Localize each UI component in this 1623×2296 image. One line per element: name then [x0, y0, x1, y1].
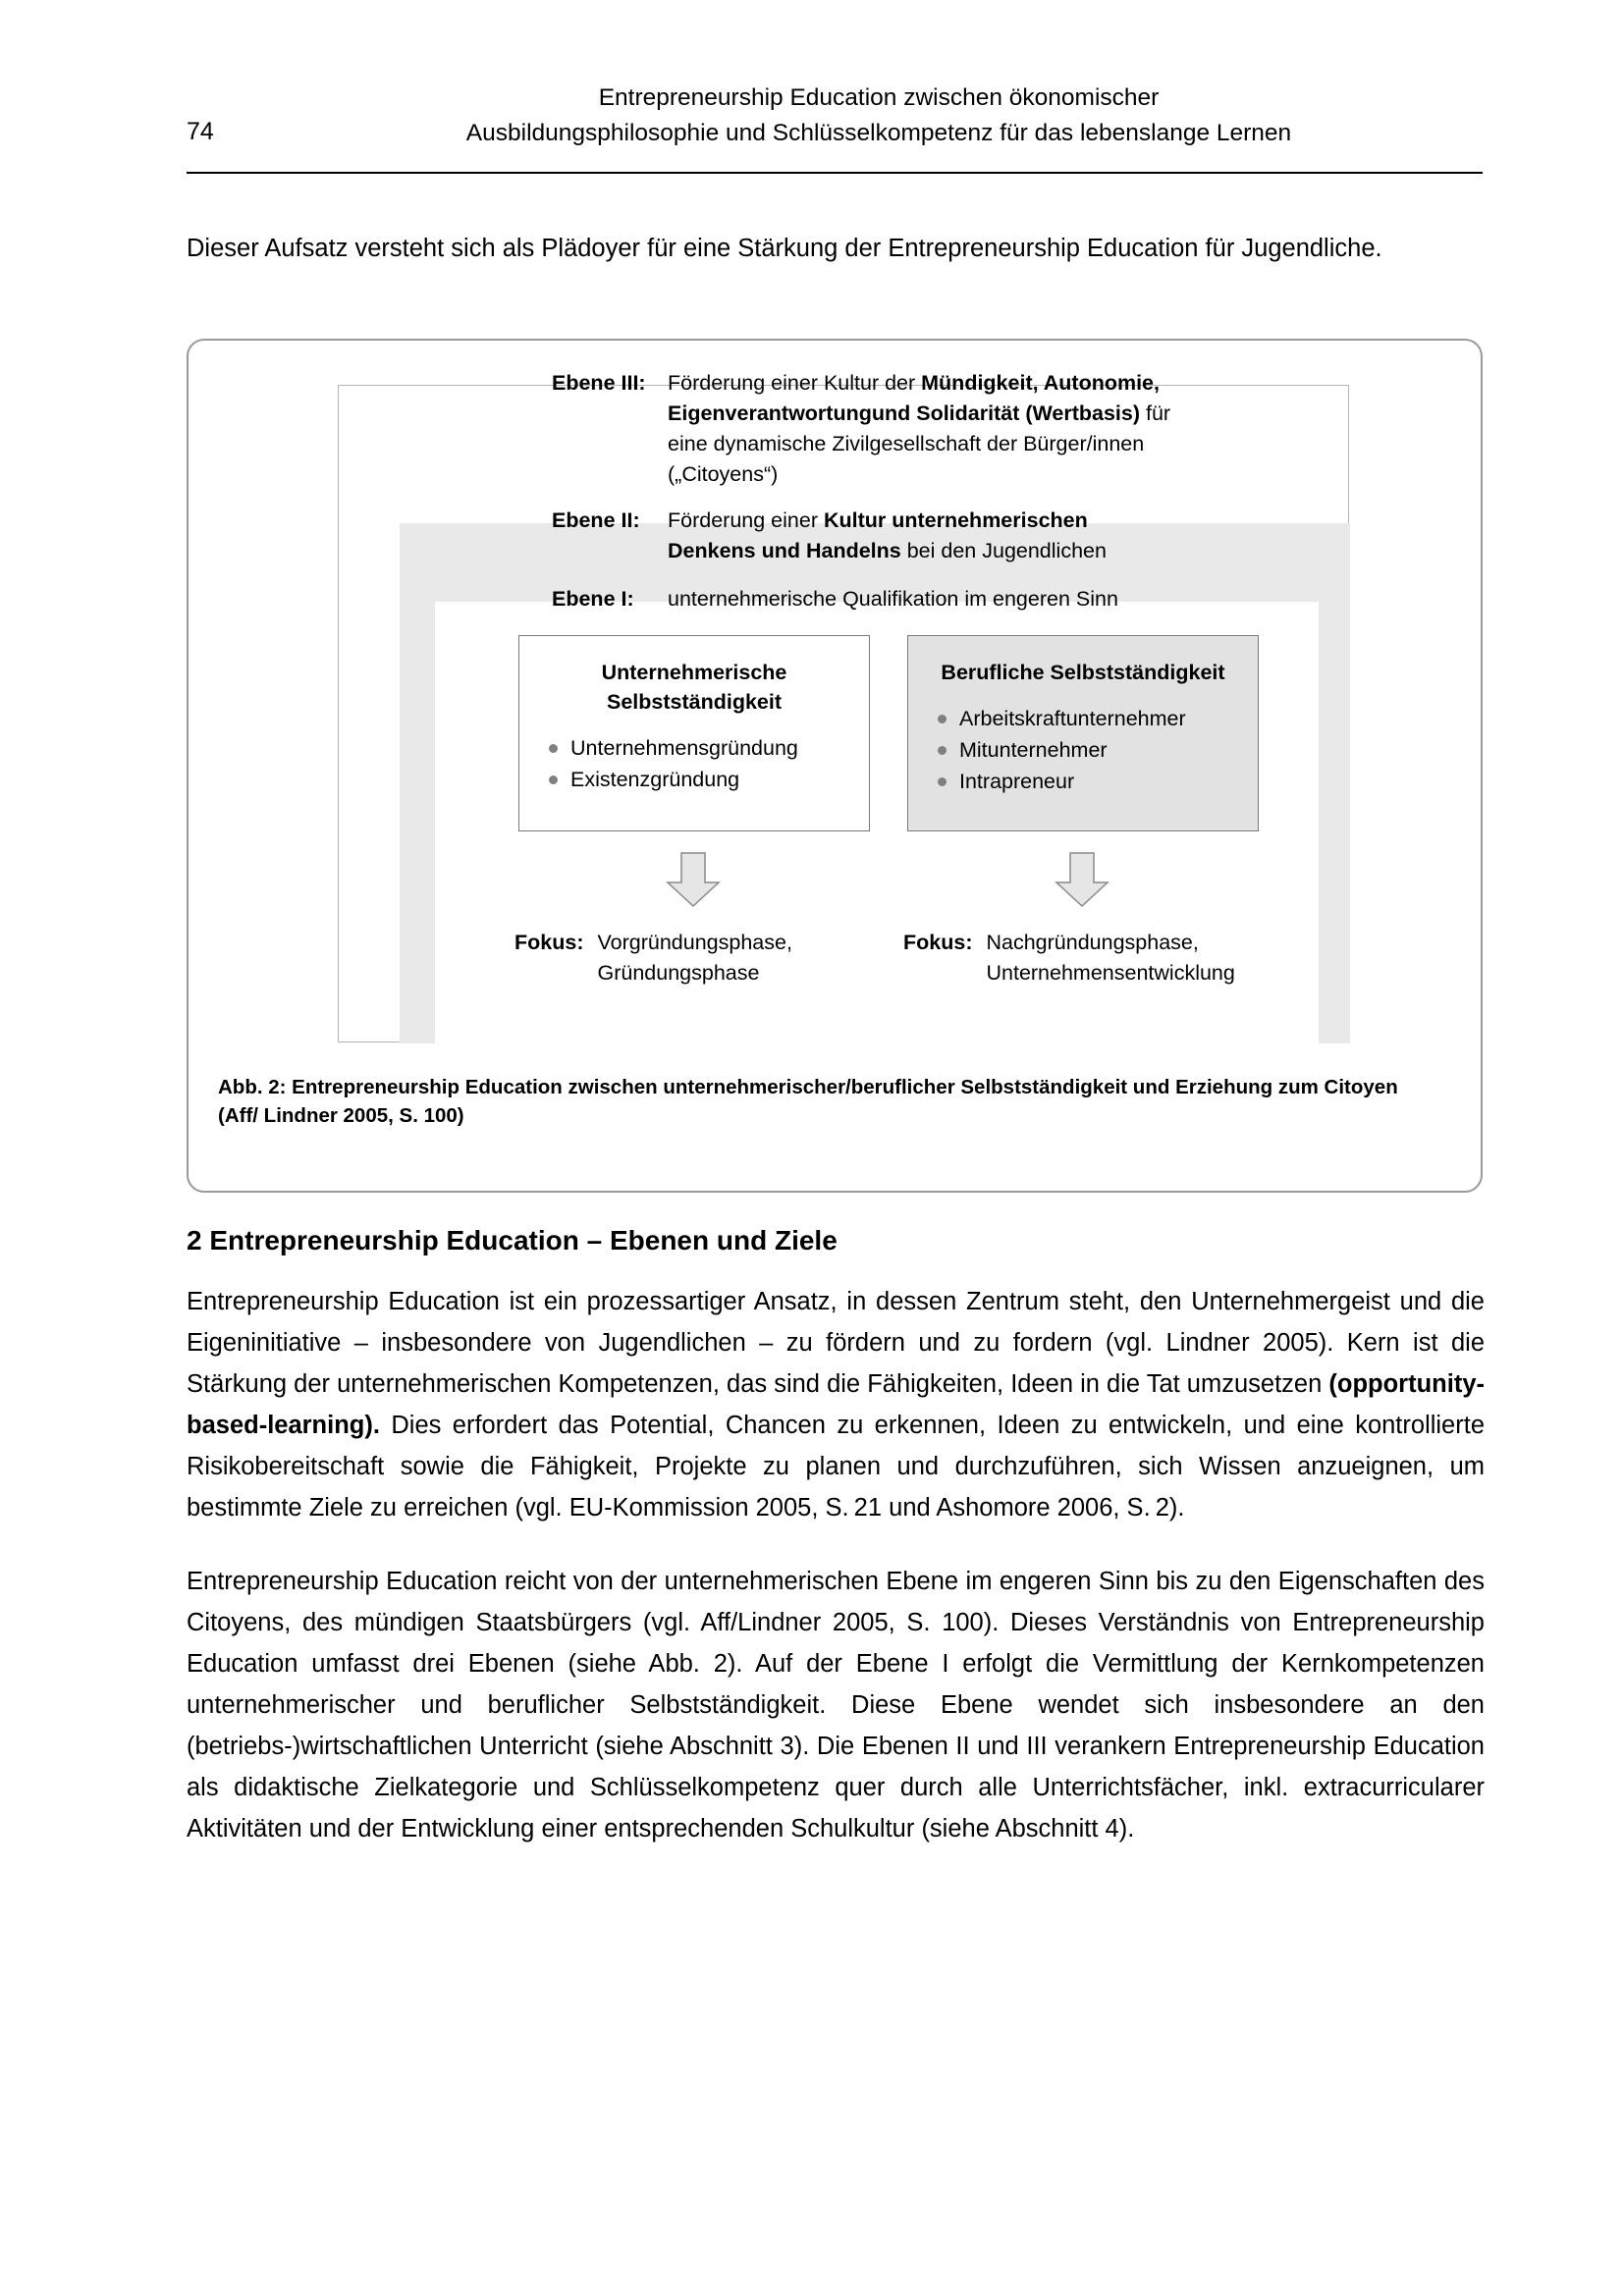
level-1-text: unternehmerische Qualifikation im engeren Sinn — [668, 587, 1118, 611]
list-item: Intrapreneur — [934, 766, 1232, 797]
running-head-line1: Entrepreneurship Education zwischen ökonomischer — [598, 84, 1160, 111]
level-3-label: Ebene III: — [552, 371, 646, 395]
level-1-label: Ebene I: — [552, 587, 634, 611]
body-paragraph-1: Entrepreneurship Education ist ein prozessartiger Ansatz, in dessen Zentrum steht, den Unternehmergeist und die Eigeninitiative – insbesondere von Jugendlichen – zu fördern und zu fordern (vgl. Lindner 2005). Kern ist die Stärkung der unternehmerischen Kompetenzen, das sind die Fähigkeiten, Ideen in die Tat umzusetzen (opportunity-based-learning). Dies erfordert das Potential, Chancen zu erkennen, Ideen zu entwickeln, und eine kontrollierte Risikobereitschaft sowie die Fähigkeit, Projekte zu planen und durchzuführen, sich Wissen anzueignen, um bestimmte Ziele zu erreichen (vgl. EU-Kommission 2005, S. 21 und Ashomore 2006, S. 2). — [187, 1288, 1485, 1522]
focus-left-text: Vorgründungsphase, Gründungsphase — [597, 931, 792, 985]
list-item: Mitunternehmer — [934, 734, 1232, 766]
body-paragraph-2: Entrepreneurship Education reicht von der unternehmerischen Ebene im engeren Sinn bis zu den Eigenschaften des Citoyens, des mündigen Staatsbürgers (vgl. Aff/Lindner 2005, S. 100). Dieses Verständnis von Entrepreneurship Education umfasst drei Ebenen (siehe Abb. 2). Auf der Ebene I erfolgt die Vermittlung der Kernkompetenzen unternehmerischer und beruflicher Selbstständigkeit. Diese Ebene wendet sich insbesondere an den (betriebs-)wirtschaftlichen Unterricht (siehe Abschnitt 3). Die Ebenen II und III verankern Entrepreneurship Education als didaktische Zielkategorie und Schlüsselkompetenz quer durch alle Unterrichtsfächer, inkl. extracurricularer Aktivitäten und der Entwicklung einer entsprechenden Schulkultur (siehe Abschnitt 4). — [187, 1568, 1485, 1842]
intro-paragraph: Dieser Aufsatz versteht sich als Plädoyer für eine Stärkung der Entrepreneurship Education für Jugendliche. — [187, 235, 1382, 262]
down-arrow-icon — [1053, 851, 1111, 908]
list-item: Existenzgründung — [545, 764, 843, 795]
focus-left — [514, 928, 868, 988]
figure-container — [187, 339, 1483, 1193]
focus-right-label: Fokus: — [903, 931, 973, 954]
running-head-line2: Ausbildungsphilosophie und Schlüsselkompetenz für das lebenslange Lernen — [465, 120, 1292, 146]
page-header — [187, 80, 1483, 151]
running-head — [304, 80, 1483, 151]
level-3-row — [552, 368, 1180, 490]
list-item: Arbeitskraftunternehmer — [934, 703, 1232, 734]
focus-left-label: Fokus: — [514, 931, 584, 954]
box-left-title: Unternehmerische Selbstständigkeit — [601, 661, 787, 714]
focus-right — [903, 928, 1276, 988]
down-arrow-icon — [664, 851, 723, 908]
header-divider — [187, 172, 1483, 174]
box-berufliche-selbststaendigkeit — [907, 635, 1259, 831]
focus-right-text: Nachgründungsphase, Unternehmensentwicklung — [986, 931, 1235, 985]
level-3-text: Förderung einer Kultur der Mündigkeit, Autonomie, Eigenverantwortungund Solidarität (Wertbasis) für eine dynamische Zivilgesellschaft der Bürger/innen („Citoyens“) — [668, 371, 1171, 486]
section-heading: 2 Entrepreneurship Education – Ebenen und Ziele — [187, 1225, 838, 1255]
box-right-title: Berufliche Selbstständigkeit — [941, 661, 1225, 684]
figure-caption: Abb. 2: Entrepreneurship Education zwischen unternehmerischer/beruflicher Selbstständigkeit und Erziehung zum Citoyen (Aff/ Lindner 2005, S. 100) — [218, 1076, 1398, 1127]
box-left-list — [545, 732, 843, 795]
box-right-list — [934, 703, 1232, 797]
level-2-label: Ebene II: — [552, 508, 640, 532]
level-2-text: Förderung einer Kultur unternehmerischen Denkens und Handelns bei den Jugendlichen — [668, 508, 1107, 562]
level-2-row — [552, 506, 1180, 566]
box-unternehmerische-selbststaendigkeit — [518, 635, 870, 831]
page-number: 74 — [187, 118, 214, 145]
level-1-row — [552, 584, 1180, 614]
list-item: Unternehmensgründung — [545, 732, 843, 764]
